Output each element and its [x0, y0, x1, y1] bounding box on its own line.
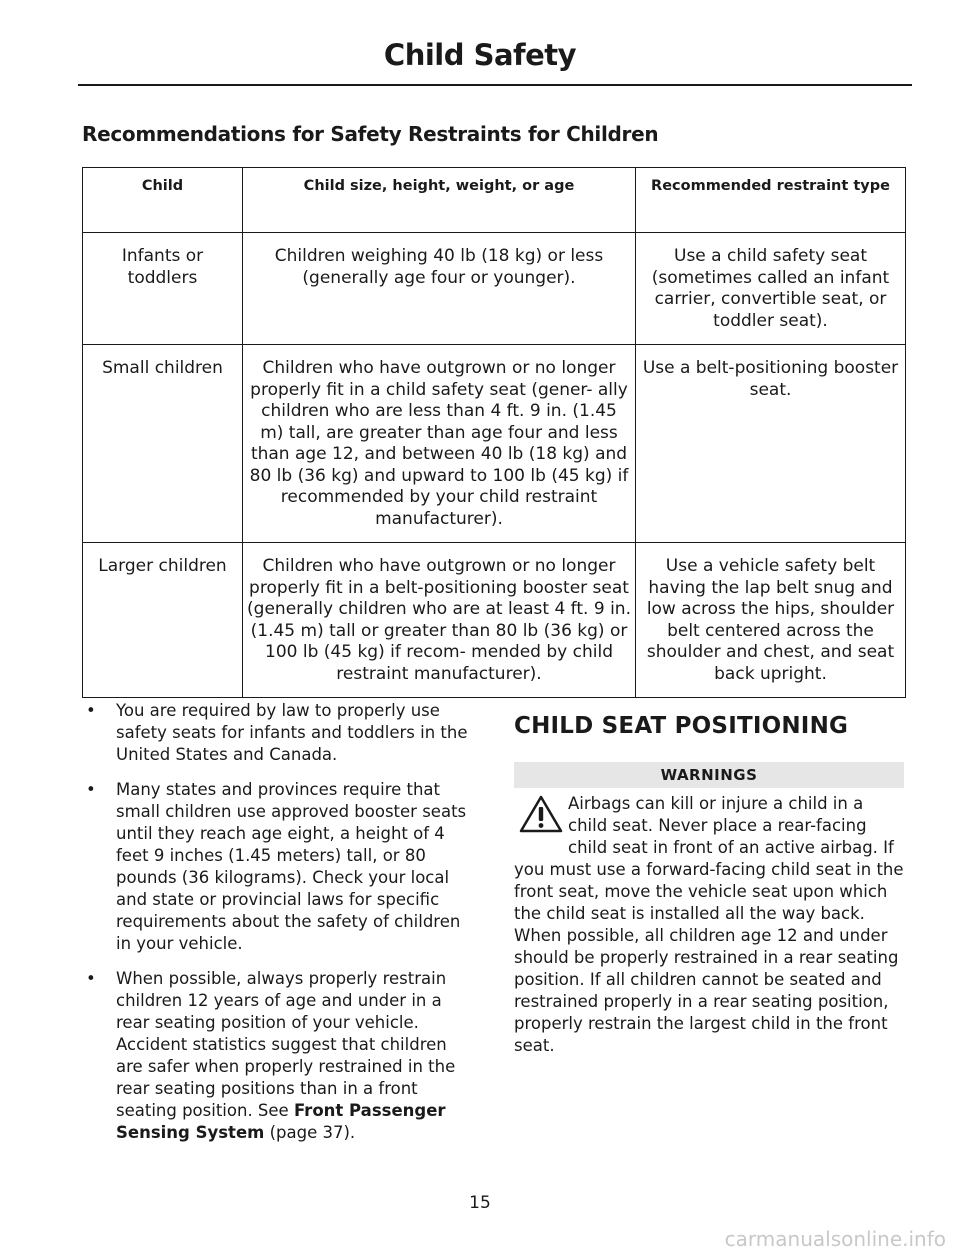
- header-child-size: Child size, height, weight, or age: [243, 168, 636, 233]
- header-child: Child: [83, 168, 243, 233]
- child-seat-positioning-heading: CHILD SEAT POSITIONING: [514, 713, 849, 739]
- cell-size: Children who have outgrown or no longer properly fit in a child safety seat (gener- ally children who are less than 4 ft. 9 in. (1.45 m) tall, are greater than age four and less than age 12, and between 40 lb (18 kg) and 80 lb (36 kg) and upward to 100 lb (45 kg) if recommended by your child restraint manufacturer).: [243, 345, 636, 543]
- front-passenger-sensing-link[interactable]: Front Passenger Sensing System: [116, 1101, 446, 1142]
- bullet-text: Many states and provinces require that small children use approved booster seats until they reach age eight, a height of 4 feet 9 inches (1.45 meters) tall, or 80 pounds (36 kilograms). Check your local and state or provincial laws for specific requirements about the safety of children in your vehicle.: [116, 780, 467, 953]
- warnings-banner: WARNINGS: [514, 762, 904, 788]
- list-item: [84, 779, 476, 955]
- list-item: [84, 968, 476, 1144]
- section-title: Recommendations for Safety Restraints for Children: [82, 122, 659, 146]
- cell-size: Children weighing 40 lb (18 kg) or less (generally age four or younger).: [243, 233, 636, 345]
- cell-restraint: Use a child safety seat (sometimes called an infant carrier, convertible seat, or toddler seat).: [636, 233, 906, 345]
- cell-child: Infants or toddlers: [83, 233, 243, 345]
- safety-bullet-list: [84, 700, 476, 1157]
- list-item: [84, 700, 476, 766]
- cell-child: Larger children: [83, 543, 243, 698]
- bullet-text: You are required by law to properly use safety seats for infants and toddlers in the United States and Canada.: [116, 701, 468, 764]
- table-row: [83, 233, 906, 345]
- cell-restraint: Use a vehicle safety belt having the lap belt snug and low across the hips, shoulder belt centered across the shoulder and chest, and seat back upright.: [636, 543, 906, 698]
- bullet-marker: •: [86, 780, 96, 799]
- table-row: [83, 543, 906, 698]
- warning-text: Airbags can kill or injure a child in a child seat. Never place a rear-facing child seat in front of an active airbag. If you must use a forward-facing child seat in the front seat, move the vehicle seat upon which the child seat is installed all the way back. When possible, all children age 12 and under should be properly restrained in a rear seating position. If all children cannot be seated and restrained properly in a rear seating position, properly restrain the largest child in the front seat.: [514, 794, 904, 1055]
- cell-restraint: Use a belt-positioning booster seat.: [636, 345, 906, 543]
- bullet-text: When possible, always properly restrain children 12 years of age and under in a rear seating position of your vehicle. Accident statistics suggest that children are safer when properly restrained in the rear seating positions than in a front seating position. See: [116, 969, 456, 1120]
- restraint-recommendations-table: [82, 167, 906, 698]
- bullet-marker: •: [86, 701, 96, 720]
- icon-spacer: [514, 793, 568, 855]
- table-header-row: [83, 168, 906, 233]
- warning-text-block: [514, 793, 906, 1057]
- bullet-marker: •: [86, 969, 96, 988]
- page-reference: (page 37).: [269, 1123, 356, 1142]
- header-recommended-restraint: Recommended restraint type: [636, 168, 906, 233]
- header-divider: [78, 84, 912, 86]
- table-row: [83, 345, 906, 543]
- cell-size: Children who have outgrown or no longer properly fit in a belt-positioning booster seat (generally children who are at least 4 ft. 9 in. (1.45 m) tall or greater than 80 lb (36 kg) or 100 lb (45 kg) if recom- mended by child restraint manufacturer).: [243, 543, 636, 698]
- page-number: 15: [469, 1193, 491, 1213]
- watermark: carmanualsonline.info: [724, 1227, 946, 1251]
- cell-child: Small children: [83, 345, 243, 543]
- page-header-title: Child Safety: [383, 38, 577, 72]
